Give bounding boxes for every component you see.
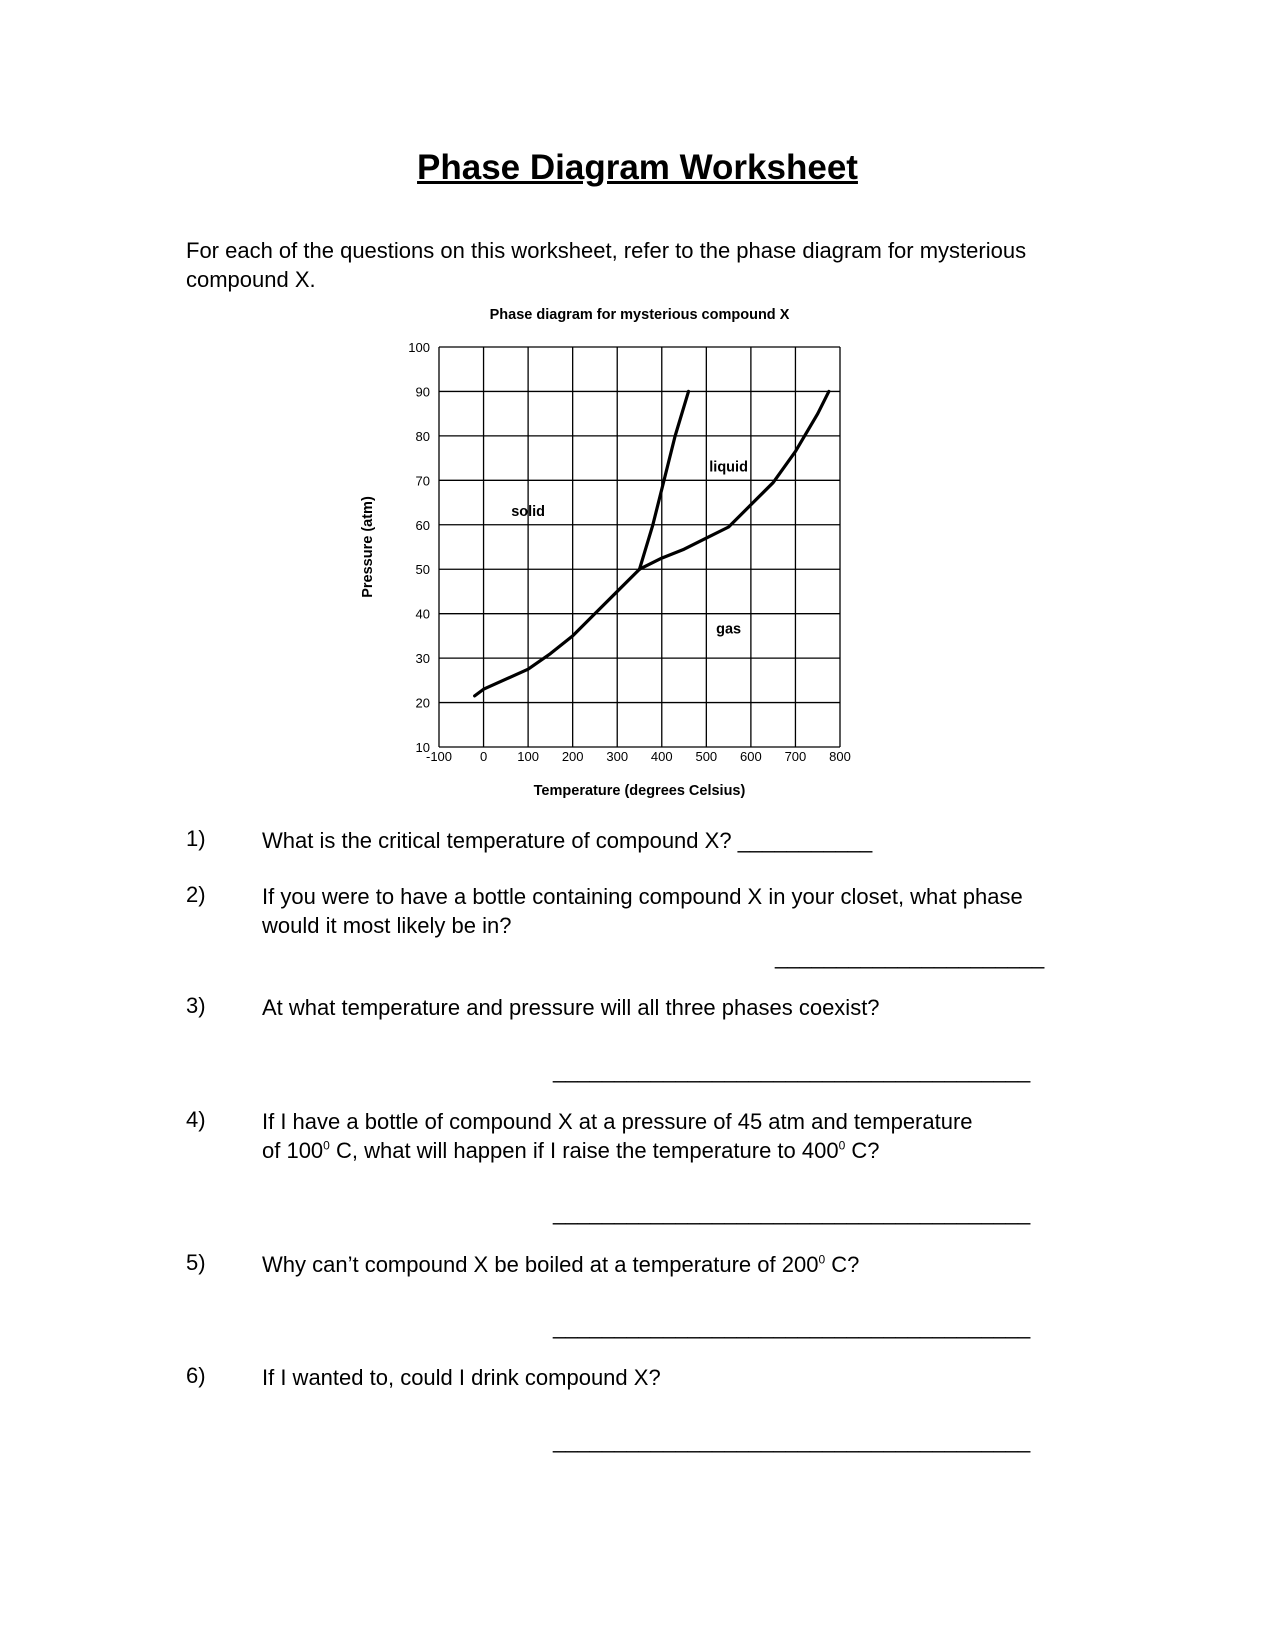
phase-boundary-line xyxy=(475,569,640,696)
question-1-number: 1) xyxy=(186,826,206,851)
y-tick-label: 90 xyxy=(415,384,430,400)
degree-sign: 0 xyxy=(838,1138,846,1153)
question-2-number: 2) xyxy=(186,882,206,907)
y-tick-label: 60 xyxy=(415,517,430,533)
region-label: solid xyxy=(511,503,546,520)
question-5-answer-blank[interactable]: _______________________________________ xyxy=(553,1314,1031,1339)
question-4-text-c: C? xyxy=(845,1138,880,1163)
y-tick-label: 70 xyxy=(415,473,430,489)
question-4-line-1: If I have a bottle of compound X at a pressure of 45 atm and temperature xyxy=(262,1109,973,1134)
phase-diagram-svg xyxy=(355,305,875,810)
intro-text: For each of the questions on this worksheet, refer to the phase diagram for mysterious compound X. xyxy=(186,238,1027,292)
x-tick-label: 300 xyxy=(606,749,629,764)
x-tick-label: 800 xyxy=(829,749,851,764)
question-3-number: 3) xyxy=(186,993,206,1018)
question-2-answer-blank[interactable]: ______________________ xyxy=(775,944,1045,969)
question-3-answer-blank[interactable]: _______________________________________ xyxy=(553,1058,1031,1083)
x-tick-label: 500 xyxy=(695,749,718,764)
x-tick-label: 0 xyxy=(479,749,488,764)
question-5-text-a: Why can’t compound X be boiled at a temperature of 200 xyxy=(262,1252,819,1277)
y-tick-label: 100 xyxy=(408,340,430,355)
question-6-answer-blank[interactable]: _______________________________________ xyxy=(553,1428,1031,1453)
y-tick-label: 10 xyxy=(415,740,430,755)
x-tick-label: 600 xyxy=(740,749,762,764)
x-tick-label: 200 xyxy=(561,749,584,764)
y-tick-label: 40 xyxy=(415,606,430,622)
question-4 xyxy=(262,1107,1082,1165)
x-tick-label: 700 xyxy=(784,749,807,764)
question-2-text: If you were to have a bottle containing compound X in your closet, what phase would it most likely be in? xyxy=(262,884,1023,938)
question-4-text-a: of 100 xyxy=(262,1138,324,1163)
x-tick-label: -100 xyxy=(425,749,453,764)
question-6-text: If I wanted to, could I drink compound X? xyxy=(262,1365,661,1390)
phase-diagram-chart xyxy=(355,305,875,810)
worksheet-title: Phase Diagram Worksheet xyxy=(417,148,858,187)
degree-sign: 0 xyxy=(818,1252,826,1267)
question-1-text: What is the critical temperature of compound X? xyxy=(262,828,732,853)
y-tick-label: 50 xyxy=(415,562,430,578)
chart-title: Phase diagram for mysterious compound X xyxy=(489,307,790,323)
y-tick-label: 30 xyxy=(415,651,430,667)
degree-sign: 0 xyxy=(323,1138,330,1153)
question-1-answer-blank[interactable]: ___________ xyxy=(737,828,873,853)
x-tick-label: 100 xyxy=(517,749,539,764)
x-tick-label: 400 xyxy=(650,749,673,764)
region-label: gas xyxy=(716,621,742,638)
question-4-answer-blank[interactable]: _______________________________________ xyxy=(553,1200,1031,1225)
question-5-text-b: C? xyxy=(825,1252,860,1277)
y-tick-label: 80 xyxy=(415,428,430,444)
y-axis-label: Pressure (atm) xyxy=(360,496,376,598)
question-5 xyxy=(262,1250,1082,1279)
region-label: liquid xyxy=(709,459,748,476)
question-6-number: 6) xyxy=(186,1363,206,1388)
question-4-line-2 xyxy=(262,1136,1082,1165)
question-4-number: 4) xyxy=(186,1107,206,1132)
question-1 xyxy=(262,826,1082,855)
question-3-text: At what temperature and pressure will all three phases coexist? xyxy=(262,995,880,1020)
x-axis-label: Temperature (degrees Celsius) xyxy=(533,783,746,799)
question-5-number: 5) xyxy=(186,1250,206,1275)
question-4-text-b: C, what will happen if I raise the temperature to 400 xyxy=(329,1138,839,1163)
y-tick-label: 20 xyxy=(415,695,430,711)
